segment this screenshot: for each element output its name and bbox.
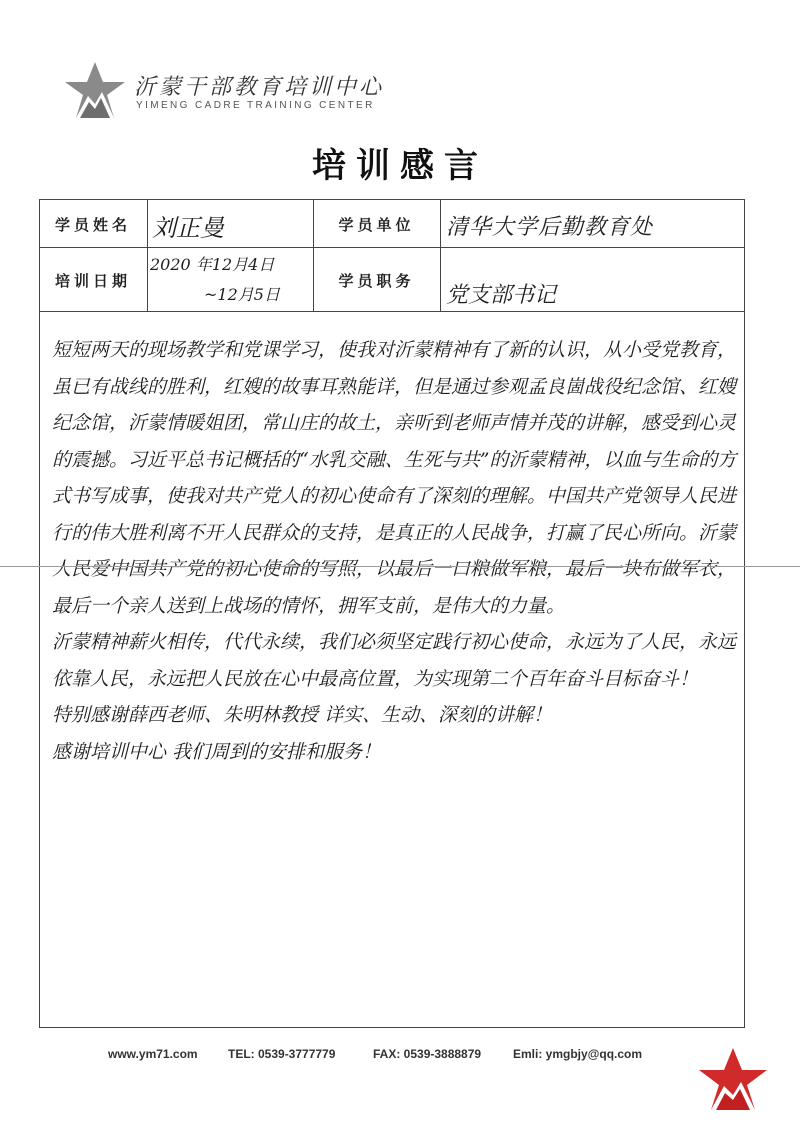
footer-website: www.ym71.com: [108, 1047, 198, 1061]
feedback-paragraph: 沂蒙精神薪火相传，代代永续，我们必须坚定践行初心使命，永远为了人民，永远依靠人民，永远把人民放在心中最高位置，为实现第二个百年奋斗目标奋斗！: [52, 631, 737, 690]
row-divider: [39, 311, 745, 312]
row-divider: [39, 247, 745, 248]
scan-artifact-line: [0, 566, 800, 567]
org-name: 沂蒙干部教育培训中心: [134, 75, 385, 100]
feedback-paragraph: 特别感谢薛西老师、朱明林教授 详实、生动、深刻的讲解！: [52, 704, 553, 726]
footer-tel: TEL: 0539-3777779: [228, 1047, 336, 1061]
name-value: 刘正曼: [152, 214, 224, 242]
feedback-paragraph: 感谢培训中心 我们周到的安排和服务！: [52, 740, 382, 763]
unit-label: 学员单位: [338, 216, 415, 234]
date-value-start: 2020 年12月4日: [150, 255, 275, 274]
position-value: 党支部书记: [446, 283, 557, 308]
org-name-en: YIMENG CADRE TRAINING CENTER: [136, 100, 375, 111]
col-divider: [440, 199, 441, 311]
unit-value: 清华大学后勤教育处: [446, 215, 654, 240]
name-label: 学员姓名: [54, 216, 131, 234]
feedback-body: [52, 332, 742, 770]
page-title: 培训感言: [312, 146, 488, 186]
date-value-end: ~12月5日: [204, 285, 280, 304]
footer-fax: FAX: 0539-3888879: [373, 1047, 482, 1061]
position-label: 学员职务: [338, 272, 415, 290]
star-mountain-logo-icon: [62, 60, 128, 120]
footer-email: Emli: ymgbjy@qq.com: [513, 1047, 643, 1061]
col-divider: [147, 199, 148, 311]
feedback-paragraph: 短短两天的现场教学和党课学习，使我对沂蒙精神有了新的认识，从小受党教育，虽已有战线的胜利，红嫂的故事耳熟能详，但是通过参观孟良崮战役纪念馆、红嫂纪念馆，沂蒙情暖姐团，常山庄的故土，亲听到老师声情并茂的讲解，感受到心灵的震撼。习近平总书记概括的“水乳交融、生死与共”的沂蒙精神，以血与生命的方式书写成事，使我对共产党人的初心使命有了深刻的理解。中国共产党领导人民进行的伟大胜利离不开人民群众的支持，是真正的人民战争，打赢了民心所向。沂蒙人民爱中国共产党的初心使命的写照，以最后一口粮做军粮，最后一块布做军衣，最后一个亲人送到上战场的情怀，拥军支前，是伟大的力量。: [52, 339, 737, 617]
date-label: 培训日期: [54, 272, 131, 290]
red-star-mountain-icon: [697, 1046, 769, 1112]
